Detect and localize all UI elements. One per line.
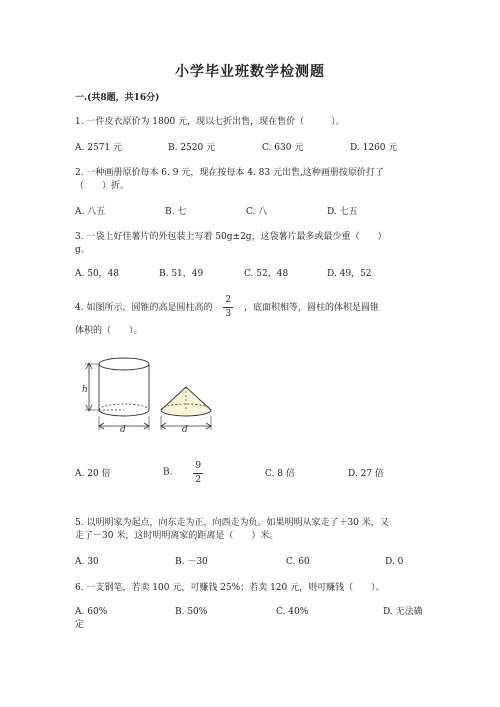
question-3-line-1: 3. 一袋上好佳薯片的外包装上写着 50g±2g，这袋薯片最多或最少重（ ） [75, 232, 387, 242]
q4-option-b [163, 462, 203, 485]
question-2-line-2: （ ）折。 [75, 181, 130, 191]
question-5-line-1: 5. 以明明家为起点，向东走为正，向西走为负。如果明明从家走了＋30 米，又 [75, 518, 389, 528]
q6-option-c: C. 40% [276, 607, 309, 617]
q4-option-d: D. 27 倍 [348, 469, 384, 479]
cone-shape [161, 387, 211, 416]
q2-option-a: A. 八五 [75, 207, 106, 217]
q4-option-c: C. 8 倍 [265, 469, 295, 479]
cone-diameter-label: d [182, 425, 188, 435]
q4-fraction-numerator: 2 [225, 295, 232, 305]
page-title: 小学毕业班数学检测题 [175, 64, 325, 80]
q4-option-b-fraction [193, 462, 203, 485]
cone-diameter-arrow [161, 416, 211, 435]
question-4-line-1 [75, 296, 435, 319]
q2-option-d: D. 七五 [327, 207, 358, 217]
height-label: h [82, 385, 88, 395]
q4-option-b-numerator: 9 [195, 461, 202, 471]
q2-option-c: C. 八 [246, 207, 268, 217]
q1-option-d: D. 1260 元 [350, 143, 398, 153]
question-5-line-2: 走了－30 米，这时明明离家的距离是（ ）米。 [75, 531, 279, 541]
q4-text-after-fraction: ，底面积相等，圆柱的体积是圆锥 [243, 303, 379, 313]
q4-text-before-fraction: 4. 如图所示，圆锥的高是圆柱高的 [75, 303, 213, 313]
q3-option-d: D. 49，52 [327, 269, 372, 279]
q4-option-a: A. 20 倍 [75, 469, 111, 479]
q1-option-a: A. 2571 元 [75, 143, 122, 153]
q6-option-a: A. 60% [75, 607, 108, 617]
q6-option-d: D. 无法确 [383, 607, 423, 617]
question-1-text: 1. 一件皮衣原价为 1800 元，现以七折出售，现在售价（ ）。 [75, 117, 345, 127]
q2-option-b: B. 七 [165, 207, 187, 217]
section-heading: 一.(共8题，共16分) [75, 93, 160, 103]
q5-option-d: D. 0 [385, 557, 404, 567]
height-dimension-arrow [82, 363, 99, 411]
q5-option-b: B. －30 [175, 557, 208, 567]
q1-option-b: B. 2520 元 [168, 143, 216, 153]
cylinder-shape [99, 358, 149, 416]
question-2-line-1: 2. 一种画册原价每本 6. 9 元，现在按每本 4. 83 元出售,这种画册按原价打了 [75, 168, 384, 178]
question-3-line-2: g。 [75, 245, 90, 255]
q3-option-a: A. 50，48 [75, 269, 120, 279]
cylinder-diameter-arrow [99, 416, 149, 435]
q5-option-a: A. 30 [75, 557, 99, 567]
q3-option-c: C. 52，48 [244, 269, 289, 279]
q4-fraction [223, 296, 233, 319]
q4-option-b-denominator: 2 [195, 475, 202, 485]
cylinder-diameter-label: d [120, 425, 126, 435]
q4-option-b-label: B. [163, 467, 173, 478]
q5-option-c: C. 60 [286, 557, 310, 567]
q6-option-d-continuation: 定 [75, 620, 85, 630]
q6-option-b: B. 50% [175, 607, 208, 617]
q1-option-c: C. 630 元 [262, 143, 304, 153]
q4-fraction-denominator: 3 [225, 309, 232, 319]
q3-option-b: B. 51，49 [159, 269, 204, 279]
cylinder-cone-figure [75, 352, 250, 437]
question-4-line-2: 体积的（ ）。 [75, 326, 143, 336]
question-6-text: 6. 一支钢笔，若卖 100 元，可赚钱 25%；若卖 120 元，则可赚钱（ ）。 [75, 583, 385, 593]
